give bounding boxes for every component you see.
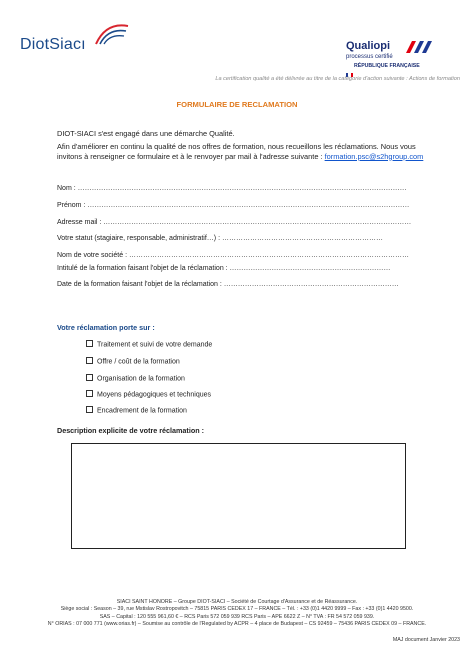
logo-arcs-icon [94,20,134,46]
certification-note: La certification qualité a été délivrée au titre de la catégorie d'action suivante : Actions de formation [215,76,460,82]
field-prenom[interactable]: Prénom : ………………………………………………………………………………………………………………………… [57,202,410,209]
intro-paragraph-1: DIOT-SIACI s'est engagé dans une démarche Qualité. [57,129,235,138]
option-organisation[interactable]: Organisation de la formation [86,374,185,383]
field-nom[interactable]: Nom : …………………………………………………………………………………………………………………………… [57,185,407,192]
brand-name: DiotSiacı [20,36,86,53]
option-offre[interactable]: Offre / coût de la formation [86,357,180,366]
intro-text: Afin d'améliorer en continu la qualité de nos offres de formation, nous recueillons les réclamations. Nous vous invitons à renseigner ce formulaire et à le renvoyer par mail à l'adresse suivante : [57,142,416,161]
field-email[interactable]: Adresse mail : …………………………………………………………………………………………………………………… [57,219,412,226]
field-date[interactable]: Date de la formation faisant l'objet de la réclamation : ………………………………………………………………… [57,281,399,288]
qualiopi-title: Qualiopi [346,40,390,52]
french-flag-icon [346,64,353,68]
description-textarea[interactable] [71,443,406,549]
diotsiaci-logo [20,34,130,56]
option-moyens[interactable]: Moyens pédagogiques et techniques [86,390,211,399]
form-title: FORMULAIRE DE RECLAMATION [176,100,298,109]
checkbox-icon[interactable] [86,357,93,364]
footer-line-4: N° ORIAS : 07 000 771 (www.orias.fr) – Soumise au contrôle de l'Regulated by ACPR – 4 place de Budapest – CS 92459 – 75436 PARIS CEDEX 09 – FRANCE. [47,621,427,627]
qualiopi-subtitle: processus certifié [346,54,393,60]
description-title: Description explicite de votre réclamation : [57,426,204,435]
footer-line-1: SIACI SAINT HONORE – Groupe DIOT-SIACI – Société de Courtage d'Assurance et de Réassurance. [116,599,358,605]
checkbox-icon[interactable] [86,406,93,413]
field-societe[interactable]: Nom de votre société : ………………………………………………………………………………………………………… [57,252,409,259]
checkbox-icon[interactable] [86,340,93,347]
contact-email-link[interactable]: formation.psc@s2hgroup.com [324,151,424,161]
qualiopi-arrows-icon [402,40,442,54]
option-encadrement[interactable]: Encadrement de la formation [86,406,187,415]
intro-paragraph-2 [57,142,427,161]
field-intitule[interactable]: Intitulé de la formation faisant l'objet de la réclamation : …………………………………………………………… [57,265,391,272]
checkbox-icon[interactable] [86,390,93,397]
option-traitement[interactable]: Traitement et suivi de votre demande [86,340,212,349]
document-update-date: MAJ document Janvier 2023 [392,637,460,643]
qualiopi-logo [346,40,456,80]
footer-line-3: SAS – Capital : 120 555 961,60 € – RCS Paris 572 059 939 RCS Paris – APE 6622 Z – N° TVA : FR 54 572 059 939. [99,614,375,620]
checkbox-icon[interactable] [86,374,93,381]
republique-label: RÉPUBLIQUE FRANÇAISE [354,63,420,69]
subject-title: Votre réclamation porte sur : [57,323,155,332]
field-statut[interactable]: Votre statut (stagiaire, responsable, administratif…) : …………………………………………………………… [57,235,383,242]
footer-line-2: Siège social : Season – 39, rue Mstislav Rostropovitch – 75815 PARIS CEDEX 17 – FRANCE – Tél. : +33 (0)1 4420 9999 – Fax : +33 (0)1 4420 9500. [60,606,414,612]
